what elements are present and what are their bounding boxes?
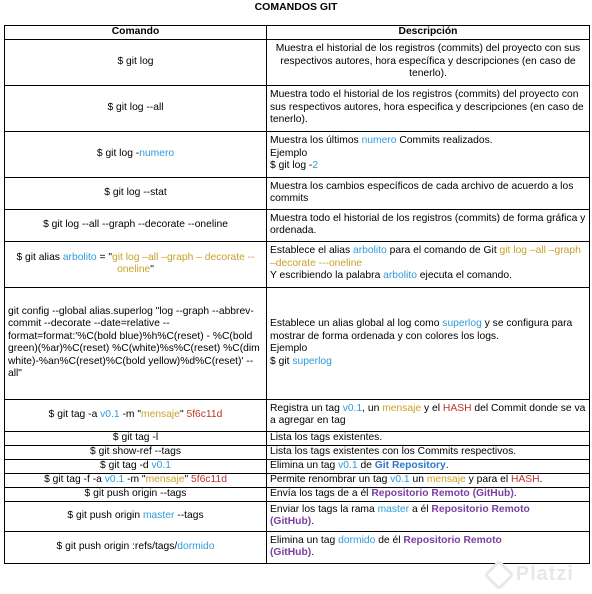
description-cell — [267, 531, 590, 563]
text-segment: Y escribiendo la palabra — [270, 270, 384, 282]
table-row — [5, 487, 590, 501]
description-cell — [267, 39, 590, 85]
command-cell — [5, 473, 267, 487]
text-segment: . — [513, 487, 517, 499]
platzi-watermark — [488, 563, 574, 586]
text-segment: mensaje — [141, 408, 180, 420]
text-segment: $ git tag -l — [112, 431, 159, 443]
description-cell — [267, 241, 590, 287]
command-cell — [5, 501, 267, 531]
text-segment: HASH — [510, 473, 540, 485]
commands-table — [4, 25, 590, 564]
description-cell — [267, 459, 590, 473]
text-segment: Elimina un tag — [270, 534, 339, 546]
text-segment: git log –all –graph – decorate --oneline — [112, 251, 255, 275]
text-segment: -m " — [124, 473, 146, 485]
command-cell — [5, 487, 267, 501]
description-cell — [267, 473, 590, 487]
command-cell — [5, 459, 267, 473]
command-cell — [5, 241, 267, 287]
table-row — [5, 473, 590, 487]
text-segment: $ git alias — [16, 251, 63, 263]
command-cell — [5, 431, 267, 445]
table-row — [5, 209, 590, 241]
command-cell — [5, 131, 267, 177]
text-segment: " — [150, 264, 154, 275]
text-segment: un — [409, 473, 427, 485]
text-segment: mensaje — [145, 473, 185, 485]
text-segment: numero — [139, 147, 175, 159]
text-segment: 5f6c11d — [186, 408, 223, 420]
text-segment: $ git push origin --tags — [84, 487, 187, 499]
table-row — [5, 85, 590, 131]
text-segment: y el — [421, 402, 443, 414]
text-segment: Muestra los últimos — [270, 135, 362, 147]
text-segment: . — [445, 459, 449, 471]
text-segment: master — [377, 503, 410, 515]
watermark-text: Platzi — [515, 563, 574, 585]
description-cell — [267, 399, 590, 431]
text-segment: v0.1 — [104, 473, 125, 485]
text-segment: $ git log --all --graph --decorate --oneline — [43, 218, 228, 230]
text-segment: superlog — [292, 355, 332, 367]
text-segment: $ git push origin :refs/tags/ — [56, 540, 178, 552]
text-segment: Envía los tags de a él — [270, 487, 372, 499]
command-column-header: Comando — [5, 26, 267, 40]
text-segment: de — [357, 459, 375, 471]
text-segment: Establece el alias — [270, 245, 353, 257]
text-segment: $ git tag -f -a — [44, 473, 105, 485]
description-cell — [267, 487, 590, 501]
text-segment: mensaje — [382, 402, 422, 414]
text-segment: Establece un alias global al log como — [270, 318, 443, 329]
text-segment: $ git show-ref --tags — [90, 445, 181, 457]
text-segment: $ git push origin — [67, 509, 143, 521]
text-segment: Repositorio Remoto — [403, 534, 502, 546]
text-segment: v0.1 — [390, 473, 410, 485]
text-segment: $ git log --all — [107, 101, 164, 113]
table-row — [5, 445, 590, 459]
description-cell — [267, 445, 590, 459]
table-row — [5, 287, 590, 399]
text-segment: arbolito — [383, 270, 417, 282]
platzi-logo-icon — [483, 559, 514, 590]
text-segment: v0.1 — [342, 402, 363, 414]
text-segment: " — [179, 408, 187, 420]
text-segment: Commits realizados. — [396, 135, 493, 147]
description-column-header: Descripción — [267, 26, 590, 40]
description-cell — [267, 501, 590, 531]
text-segment: $ git log - — [270, 160, 313, 172]
text-segment: Muestra los cambios específicos de cada archivo de acuerdo a los commits — [270, 180, 574, 204]
description-cell — [267, 431, 590, 445]
command-cell — [5, 287, 267, 399]
text-segment: . — [311, 516, 315, 527]
text-segment: ejecuta el comando. — [416, 270, 512, 282]
text-segment: Muestra todo el historial de los registros (commits) del proyecto con sus respectivos autores, hora especifica y descripciones (en caso de tenerlo). — [270, 89, 584, 126]
command-cell — [5, 399, 267, 431]
text-segment: (GitHub) — [270, 516, 312, 527]
text-segment: Lista los tags existentes con los Commits respectivos. — [270, 445, 517, 457]
description-cell — [267, 177, 590, 209]
text-segment: $ git tag -a — [48, 408, 101, 420]
text-segment: Lista los tags existentes. — [270, 431, 383, 443]
table-row — [5, 131, 590, 177]
text-segment: Repositorio Remoto — [431, 503, 530, 515]
command-cell — [5, 177, 267, 209]
text-segment: del Commit donde se va a agregar en tag — [270, 402, 586, 426]
table-row — [5, 177, 590, 209]
text-segment: Elimina un tag — [270, 459, 339, 471]
text-segment: = " — [96, 251, 112, 263]
text-segment: v0.1 — [338, 459, 358, 471]
table-row — [5, 531, 590, 563]
table-row — [5, 399, 590, 431]
table-row — [5, 459, 590, 473]
text-segment: HASH — [442, 402, 472, 414]
text-segment: . — [539, 473, 543, 485]
text-segment: git config --global alias.superlog "log --graph --abbrev-commit --decorate --date=relative --format=format:'%C(bold blue)%h%C(reset) - %C(bold green)(%ar)%C(reset) %C(white)%s%C(reset) %C(dim white)-%an%C(reset)%C(bold yellow)%d%C(reset)' --all" — [8, 305, 260, 379]
table-row — [5, 241, 590, 287]
text-segment: y se configura para mostrar de forma ordenada y con colores los logs. — [270, 318, 573, 342]
command-cell — [5, 39, 267, 85]
text-segment: Ejemplo — [270, 147, 308, 159]
text-segment: git log –all –graph –decorate ---oneline — [270, 245, 581, 269]
text-segment: v0.1 — [100, 408, 120, 420]
command-cell — [5, 445, 267, 459]
text-segment: arbolito — [62, 251, 97, 263]
text-segment: v0.1 — [151, 459, 171, 471]
text-segment: y para el — [465, 473, 511, 485]
text-segment: $ git — [270, 355, 293, 367]
text-segment: Muestra el historial de los registros (commits) del proyecto con sus respectivos autores, hora específica y descripciones (en caso de tenerlo). — [275, 43, 581, 80]
text-segment: dormido — [177, 540, 215, 552]
text-segment: superlog — [442, 318, 482, 329]
text-segment: Muestra todo el historial de los registros (commits) de forma gráfica y ordenada. — [270, 212, 586, 236]
text-segment: . — [311, 547, 315, 558]
text-segment: 2 — [312, 160, 319, 172]
text-segment: 5f6c11d — [191, 473, 227, 485]
text-segment: mensaje — [426, 473, 466, 485]
text-segment: $ git log — [117, 55, 154, 67]
text-segment: numero — [361, 135, 397, 147]
page-title: COMANDOS GIT — [254, 1, 338, 13]
text-segment: (GitHub) — [270, 547, 312, 558]
command-cell — [5, 209, 267, 241]
text-segment: Repositorio Remoto (GitHub) — [371, 487, 514, 499]
table-row — [5, 39, 590, 85]
table-row — [5, 431, 590, 445]
text-segment: de él — [375, 534, 404, 546]
description-cell — [267, 209, 590, 241]
text-segment: $ git log --stat — [104, 186, 167, 198]
text-segment: $ git tag -d — [100, 459, 152, 471]
text-segment: --tags — [174, 509, 204, 521]
text-segment: Registra un tag — [270, 402, 343, 414]
description-cell — [267, 85, 590, 131]
text-segment: Enviar los tags la rama — [270, 503, 378, 515]
text-segment: Git Repository — [374, 459, 446, 471]
text-segment: a él — [409, 503, 432, 515]
text-segment: para el comando de Git — [386, 245, 500, 257]
text-segment: Ejemplo — [270, 343, 308, 354]
text-segment: " — [184, 473, 192, 485]
description-cell — [267, 287, 590, 399]
text-segment: dormido — [338, 534, 376, 546]
text-segment: Permite renombrar un tag — [270, 473, 391, 485]
command-cell — [5, 85, 267, 131]
text-segment: master — [142, 509, 175, 521]
table-row — [5, 501, 590, 531]
text-segment: , un — [362, 402, 383, 414]
text-segment: arbolito — [353, 245, 387, 257]
text-segment: -m " — [119, 408, 142, 420]
command-cell — [5, 531, 267, 563]
description-cell — [267, 131, 590, 177]
table-header-row — [5, 26, 590, 40]
text-segment: $ git log - — [96, 147, 140, 159]
